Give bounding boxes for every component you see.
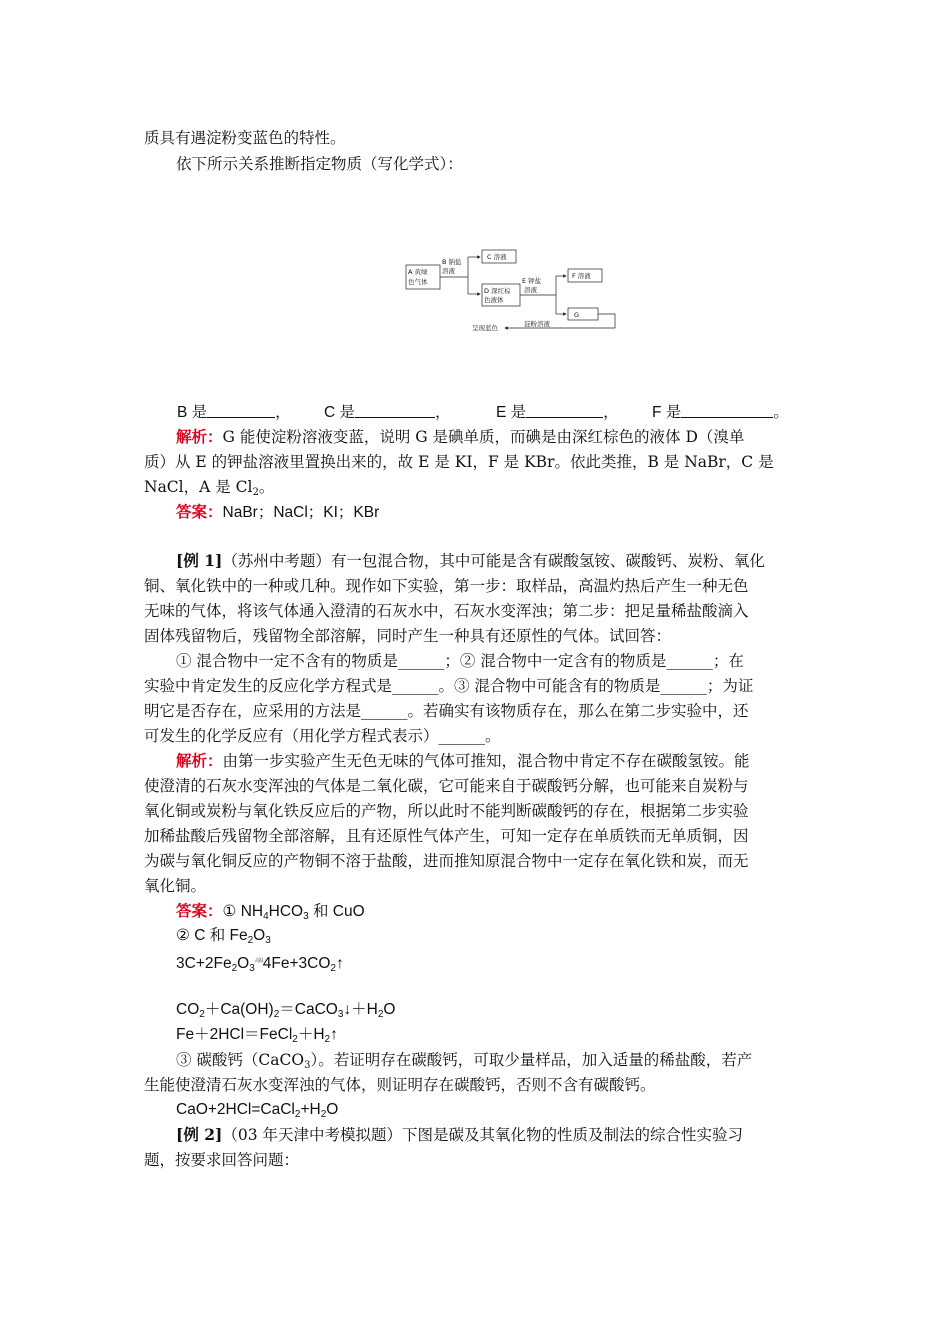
example-line: 明它是否存在，应采用的方法是______。若确实有该物质存在，那么在第二步实验中，还 — [144, 702, 749, 720]
answer-label: 答案： — [176, 901, 223, 920]
example-line: 无味的气体，将该气体通入澄清的石灰水中，石灰水变浑浊；第二步：把足量稀盐酸滴入 — [144, 602, 749, 620]
answer-line: 答案：① $NH_4HCO_3$ 和 CuO — [176, 901, 365, 922]
label-d1: D 深红棕 — [484, 287, 511, 295]
label-e2: 溶液 — [524, 286, 537, 294]
high-temp-condition: 高温 — [254, 958, 263, 964]
analysis-label: 解析： — [176, 751, 223, 770]
example-tag: [例 2] — [176, 1125, 223, 1144]
question-e: E 是 ， — [496, 403, 619, 421]
example-line: 可发生的化学反应有（用化学方程式表示）______。 — [144, 727, 501, 745]
answer-line: ③ 碳酸钙（CaCO$_3$）。若证明存在碳酸钙，可取少量样品，加入适量的稀盐酸，若产 — [176, 1051, 753, 1071]
example-line: 题，按要求回答问题： — [144, 1151, 300, 1169]
answer-line: 答案：NaBr；NaCl；KI；KBr — [176, 502, 380, 521]
paragraph-line: 依下所示关系推断指定物质（写化学式）： — [176, 155, 463, 173]
label-c: C 溶液 — [487, 253, 507, 261]
analysis-line: 氧化铜。 — [144, 877, 207, 895]
analysis-line: 解析：由第一步实验产生无色无味的气体可推知，混合物中肯定不存在碳酸氢铵。能 — [176, 751, 750, 770]
label-d2: 色液体 — [484, 296, 504, 304]
answer-blank — [681, 403, 773, 418]
analysis-line: 使澄清的石灰水变浑浊的气体是二氧化碳，它可能来自于碳酸钙分解，也可能来自炭粉与 — [144, 777, 749, 795]
answer-blank — [526, 403, 603, 418]
box-g — [568, 308, 598, 320]
example-line: 实验中肯定发生的反应化学方程式是______。③ 混合物中可能含有的物质是______；为证 — [144, 677, 754, 695]
example-line: [例 2]（03 年天津中考模拟题）下图是碳及其氧化物的性质及制法的综合性实验习 — [176, 1125, 744, 1144]
analysis-line: 为碳与氧化铜反应的产物铜不溶于盐酸，进而推知原混合物中一定存在氧化铁和炭，而无 — [144, 852, 749, 870]
question-c: C 是 ， — [324, 403, 451, 421]
example-line: [例 1]（苏州中考题）有一包混合物，其中可能是含有碳酸氢铵、碳酸钙、炭粉、氧化 — [176, 551, 765, 570]
label-e1: E 钾盐 — [522, 277, 542, 285]
analysis-line: 氧化铜或炭粉与氧化铁反应后的产物，所以此时不能判断碳酸钙的存在，根据第二步实验 — [144, 802, 749, 820]
example-tag: [例 1] — [176, 551, 223, 570]
label-b1: B 钠盐 — [442, 258, 462, 266]
arrow-to-blue — [505, 314, 615, 328]
label-g: G — [574, 311, 580, 319]
label-f: F 溶液 — [572, 272, 591, 280]
analysis-label: 解析： — [176, 427, 223, 446]
answer-line: 生能使澄清石灰水变浑浊的气体，则证明存在碳酸钙，否则不含有碳酸钙。 — [144, 1076, 656, 1094]
relationship-diagram — [400, 246, 620, 336]
equation-line: $3C+2Fe_2O_3$高温$4Fe+3CO_2↑$ — [176, 955, 344, 974]
example-line: 固体残留物后，残留物全部溶解，同时产生一种具有还原性的气体。试回答： — [144, 627, 672, 645]
answer-label: 答案： — [176, 502, 223, 521]
analysis-line: 解析：G 能使淀粉溶液变蓝，说明 G 是碘单质，而碘是由深红棕色的液体 D（溴单 — [176, 427, 745, 446]
question-b: B 是 ， — [177, 403, 291, 421]
analysis-line: 加稀盐酸后残留物全部溶解，且有还原性气体产生，可知一定存在单质铁而无单质铜，因 — [144, 827, 749, 845]
analysis-line: NaCl，A 是 $Cl_2$。 — [144, 478, 275, 498]
equation-line: $CaO+2HCl=CaCl_2+H_2O$ — [176, 1101, 339, 1120]
question-f: F 是 。 — [652, 403, 789, 421]
label-b2: 溶液 — [442, 267, 455, 275]
example-line: ① 混合物中一定不含有的物质是______；② 混合物中一定含有的物质是______；在 — [176, 652, 744, 670]
label-starch: 淀粉溶液 — [524, 320, 550, 328]
example-line: 铜、氧化铁中的一种或几种。现作如下实验，第一步：取样品，高温灼热后产生一种无色 — [144, 577, 749, 595]
equation-line: $Fe+2HCl=FeCl_2+H_2↑$ — [176, 1026, 338, 1045]
answer-blank — [207, 403, 275, 418]
label-a2: 色气体 — [408, 278, 428, 286]
label-blue: 呈现蓝色 — [472, 324, 498, 332]
answer-blank — [355, 403, 435, 418]
analysis-line: 质）从 E 的钾盐溶液里置换出来的，故 E 是 KI，F 是 KBr。依此类推，B 是 NaBr，C 是 — [144, 453, 774, 471]
label-a1: A 黄绿 — [408, 268, 428, 276]
equation-line: $CO_2+Ca(OH)_2=CaCO_3↓+H_2O$ — [176, 1001, 396, 1020]
paragraph-line: 质具有遇淀粉变蓝色的特性。 — [144, 129, 346, 147]
answer-line: ② C 和 $Fe_2O_3$ — [176, 927, 271, 946]
